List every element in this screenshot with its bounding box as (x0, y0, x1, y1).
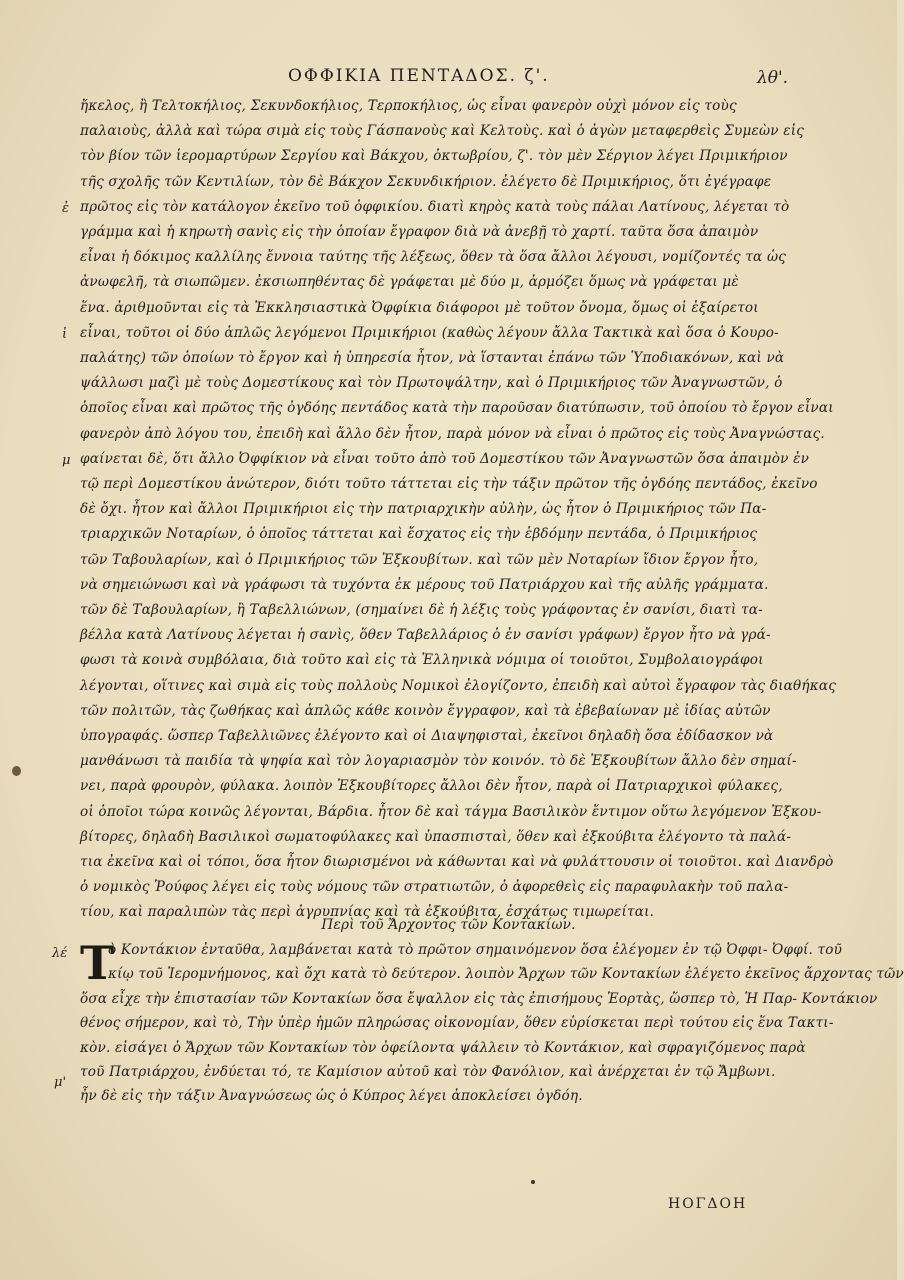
catchword: ΗΟΓΔΟΗ (668, 1196, 748, 1212)
section-title: Περὶ τοῦ Ἄρχοντος τῶν Κοντακίων. (321, 917, 576, 933)
drop-cap-initial: Τ (80, 936, 115, 990)
text-line: τῷ περὶ Δομεστίκου ἀνώτερον, διότι τοῦτο τάττεται εἰς τὴν τάξιν πρῶτον τῆς ὀγδόης πεντάδος, ἐκεῖνο (80, 476, 818, 492)
text-line: φωσι τὰ κοινὰ συμβόλαια, διὰ τοῦτο καὶ εἰς τὰ Ἑλληνικὰ νόμιμα οἱ τοιοῦτοι, Συμβολαιογράφοι (80, 652, 764, 669)
margin-note: ἐ (62, 201, 69, 216)
section-text-line: ἦν δὲ εἰς τὴν τάξιν Ἀναγνώσεως ὡς ὁ Κύπρος λέγει ἀποκλείσει ὀγδόη. (80, 1088, 583, 1105)
text-line: ὁ νομικὸς Ῥούφος λέγει εἰς τοὺς νόμους τῶν στρατιωτῶν, ὁ ἀφορεθεὶς εἰς παραφυλακὴν τοῦ παλα- (80, 879, 789, 896)
text-line: φανερὸν ἀπὸ λόγου του, ἐπειδὴ καὶ ἄλλο δὲν ἦτον, παρὰ μόνον νὰ εἶναι ὁ πρῶτος εἰς τοὺς Ἀναγνώστας. (80, 425, 825, 442)
paper-stain (12, 766, 21, 776)
text-line: γράμμα καὶ ἡ κηρωτὴ σανὶς εἰς τὴν ὁποίαν ἔγραφον διὰ νὰ ἀνεβῇ τὸ χαρτί. ταῦτα ὅσα ἀπαιμὸν (80, 224, 759, 240)
text-line: μανθάνωσι τὰ παιδία τὰ ψηφία καὶ τὸν λογαριασμὸν τὸν κοινόν. τὸ δὲ Ἐξκουβίτων ἄλλο δὲν σημαί- (80, 753, 797, 770)
section-text-line: ὅσα εἶχε τὴν ἐπιστασίαν τῶν Κοντακίων ὅσα ἔψαλλον εἰς τὰς ἐπισήμους Ἑορτὰς, ὥσπερ τὸ, Ἡ Παρ- Κοντάκιον (80, 990, 878, 1007)
text-line: πρῶτος εἰς τὸν κατάλογον ἐκεῖνο τοῦ ὀφφικίου. διατὶ κηρὸς κατὰ τοὺς πάλαι Λατίνους, λέγεται τὸ (80, 198, 790, 215)
text-line: βίτορες, δηλαδὴ Βασιλικοὶ σωματοφύλακες καὶ ὑπασπισταὶ, ὅθεν καὶ ἐξκούβιτα ἐλέγοντο τὰ παλά- (80, 828, 792, 845)
text-line: ψάλλωσι μαζὶ μὲ τοὺς Δομεστίκους καὶ τὸν Πρωτοψάλτην, καὶ ὁ Πριμικήριος τῶν Ἀναγνωστῶν, ὁ (80, 375, 783, 392)
text-line: τίου, καὶ παραλιπὼν τὰς περὶ ἀγρυπνίας καὶ τὰ ἐξκούβιτα, ἐσχάτως τιμωρείται. (80, 904, 655, 921)
section-text-line: κίῳ τοῦ Ἱερομνήμονος, καὶ ὄχι κατὰ τὸ δεύτερον. λοιπὸν Ἄρχων τῶν Κοντακίων ἐλέγετο ἐκεῖνος ἄρχοντας τῶν (108, 966, 904, 983)
ink-dot (531, 1180, 535, 1184)
text-line: τια ἐκεῖνα καὶ οἱ τόποι, ὅσα ἦτον διωρισμένοι νὰ κάθωνται καὶ νὰ φυλάττουσιν οἱ τοιοῦτοι. καὶ Διανδρὸ (80, 854, 834, 870)
text-line: βέλλα κατὰ Λατίνους λέγεται ἡ σανὶς, ὅθεν Ταβελλάριος ὁ ἐν σανίσι γράφων) ἔργον ἦτο νὰ γρά- (80, 627, 771, 644)
section-text-line: τοῦ Πατριάρχου, ἐνδύεται τό, τε Καμίσιον αὐτοῦ καὶ τὸν Φανόλιον, καὶ ἀνέρχεται ἐν τῷ Ἄμβωνι. (80, 1064, 776, 1080)
text-line: ὁποῖος εἶναι καὶ πρῶτος τῆς ὀγδόης πεντάδος κατὰ τὴν παροῦσαν διατύπωσιν, τοῦ ὁποίου τὸ ἔργον εἶναι (80, 400, 834, 417)
section-text-line: θένος σήμερον, καὶ τὸ, Τὴν ὑπὲρ ἡμῶν πληρώσας οἰκονομίαν, ὅθεν εὑρίσκεται περὶ τούτου εἰς ἕνα Τακτι- (80, 1015, 834, 1032)
text-line: ἤκελος, ἢ Τελτοκήλιος, Σεκυνδοκήλιος, Τερποκήλιος, ὡς εἶναι φανερὸν οὐχὶ μόνον εἰς τοὺς (80, 98, 737, 114)
margin-note: ἰ (62, 327, 68, 342)
text-line: ἕνα. ἀριθμοῦνται εἰς τὰ Ἐκκλησιαστικὰ Ὀφφίκια διάφοροι μὲ τοῦτον ὄνομα, ὅμως οἱ ἐξαίρετοι (80, 299, 759, 316)
text-line: οἱ ὁποῖοι τώρα κοινῶς λέγονται, Βάρδια. ἦτον δὲ καὶ τάγμα Βασιλικὸν ἔντιμον οὕτω λεγόμενον Ἐξκου- (80, 803, 822, 820)
page-header (0, 66, 897, 90)
margin-note: μ (62, 453, 71, 468)
running-title: ΟΦΦΙΚΙΑ ΠΕΝΤΑΔΟΣ. ζ'. (288, 66, 550, 86)
text-line: τριαρχικῶν Νοταρίων, ὁ ὁποῖος τάττεται καὶ ἔσχατος εἰς τὴν ἑβδόμην πεντάδα, ὁ Πριμικήριος (80, 526, 758, 543)
text-line: λέγονται, οἵτινες καὶ σιμὰ εἰς τοὺς πολλοὺς Νομικοὶ ἐλογίζοντο, ἐπειδὴ καὶ αὐτοὶ ἔγραφον τὰς διαθήκας (80, 677, 837, 694)
text-line: τῶν πολιτῶν, τὰς ζωθήκας καὶ ἁπλῶς κάθε κοινὸν ἔγγραφον, καὶ τὰ ἐβεβαίωναν μὲ ἰδίας αὐτῶν (80, 702, 771, 719)
text-line: ἀνωφελῆ, τὰ σιωπῶμεν. ἐκσιωπηθέντας δὲ γράφεται μὲ δύο μ, ἁρμόζει ὅμως νὰ γράφεται μὲ (80, 274, 739, 291)
margin-note: λέ (52, 946, 68, 961)
text-line: νὰ σημειώνωσι καὶ νὰ γράφωσι τὰ τυχόντα ἐκ μέρους τοῦ Πατριάρχου καὶ τῆς αὐλῆς γράμματα. (80, 576, 769, 593)
text-line: τῆς σχολῆς τῶν Κεντιλίων, τὸν δὲ Βάκχον Σεκυνδικήριον. ἐλέγετο δὲ Πριμικήριος, ὅτι ἐγέγραφε (80, 173, 772, 190)
margin-note: μ' (54, 1075, 67, 1090)
text-line: εἶναι ἡ δόκιμος καλλίλης ἔννοια ταύτης τῆς λέξεως, ὅθεν τὰ ὅσα ἄλλοι λέγουσι, νομίζοντές τα ὡς (80, 249, 787, 266)
text-line: εἶναι, τοῦτοι οἱ δύο ἁπλῶς λεγόμενοι Πριμικήριοι (καθὼς λέγουν ἄλλα Τακτικὰ καὶ ὅσα ὁ Κουρο- (80, 324, 779, 341)
text-line: δὲ ὄχι. ἦτον καὶ ἄλλοι Πριμικήριοι εἰς τὴν πατριαρχικὴν αὐλὴν, ὡς ἦτον ὁ Πριμικήριος τῶν Πα- (80, 501, 767, 518)
section-text-line: κὸν. εἰσάγει ὁ Ἄρχων τῶν Κοντακίων τὸν ὀφείλοντα ψάλλειν τὸ Κοντάκιον, καὶ σφραγιζόμενος παρὰ (80, 1039, 806, 1056)
text-line: τὸν βίον τῶν ἱερομαρτύρων Σεργίου καὶ Βάκχου, ὀκτωβρίου, ζ'. τὸν μὲν Σέργιον λέγει Πριμικήριον (80, 148, 788, 165)
text-line: τῶν δὲ Ταβουλαρίων, ἢ Ταβελλιώνων, (σημαίνει δὲ ἡ λέξις τοὺς γράφοντας ἐν σανίσι, διατὶ τα- (80, 602, 763, 618)
text-line: φαίνεται δὲ, ὅτι ἄλλο Ὀφφίκιον νὰ εἶναι τοῦτο ἀπὸ τοῦ Δομεστίκου τῶν Ἀναγνωστῶν ὅσα ἀπαιμὸν ἐν (80, 450, 810, 467)
text-line: ὑπογραφάς. ὥσπερ Ταβελλιῶνες ἐλέγοντο καὶ οἱ Διαψηφισταὶ, ἐκεῖνοι δηλαδὴ ὅσα ἐδίδασκον νὰ (80, 728, 774, 744)
folio-number: λθ'. (757, 68, 789, 88)
text-line: παλάτης) τῶν ὁποίων τὸ ἔργον καὶ ἡ ὑπηρεσία ἦτον, νὰ ἵστανται ἐπάνω τῶν Ὑποδιακόνων, καὶ νὰ (80, 350, 785, 366)
text-line: παλαιοὺς, ἀλλὰ καὶ τώρα σιμὰ εἰς τοὺς Γάσπανοὺς καὶ Κελτοὺς. καὶ ὁ ἀγὼν μεταφερθεὶς Συμεὼν εἰς (80, 123, 805, 140)
section-text-line: ὸ Κοντάκιον ἐνταῦθα, λαμβάνεται κατὰ τὸ πρῶτον σημαινόμενον ὅσα ἐλέγομεν ἐν τῷ Ὀφφι- Ὀφφί. τοῦ (108, 942, 843, 958)
text-line: νει, παρὰ φρουρὸν, φύλακα. λοιπὸν Ἐξκουβίτορες ἄλλοι δὲν ἦτον, παρὰ οἱ Πατριαρχικοὶ φύλακες, (80, 778, 783, 795)
text-line: τῶν Ταβουλαρίων, καὶ ὁ Πριμικήριος τῶν Ἐξκουβίτων. καὶ τῶν μὲν Νοταρίων ἴδιον ἔργον ἦτο, (80, 551, 759, 568)
